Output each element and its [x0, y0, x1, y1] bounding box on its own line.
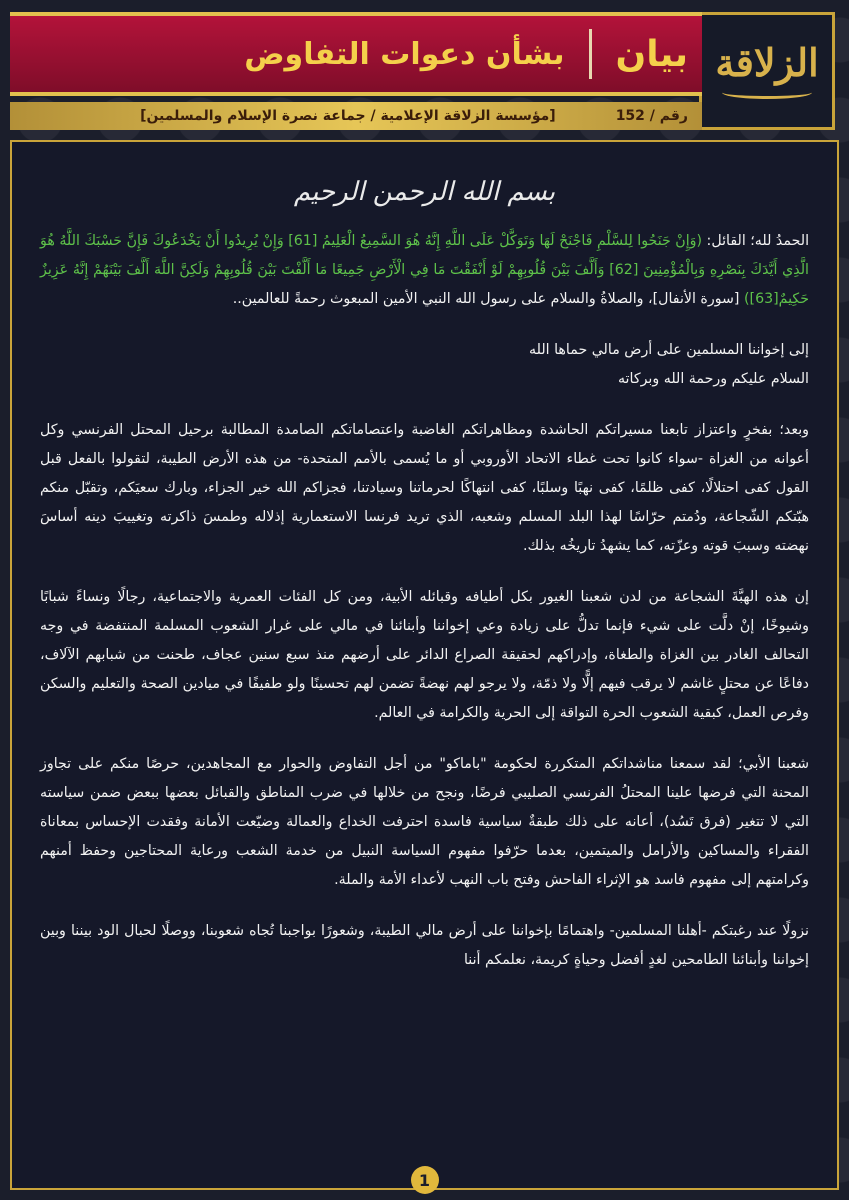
title-divider [589, 29, 592, 79]
logo-text: الزلاقة [715, 39, 819, 85]
page-subtitle: بشأن دعوات التفاوض [244, 36, 565, 72]
paragraph-2: إن هذه الهبَّةَ الشجاعة من لدن شعبنا الغيور بكل أطيافه وقبائله الأبية، ومن كل الفئات العمرية والاجتماعية، رجالًا ونساءً شبابًا وشيوخًا، إنْ دلَّت على شيء فإنما تدلُّ على زيادة وعي إخواننا وأبنائنا في مالي على غرار الشعوب المسلمة المنتفضة في وجه التحالف الغادر بين الغزاة والطغاة، وإدراكهم لحقيقة الصراع الدائر على أرضهم منذ سبع سنين عجاف، طحنت من شبابهم الآلاف، دفاعًا عن محتلٍ غاشم لا يرقب فيهم إلًّا ولا ذمّة، ولا يرجو لهم نهضةً تضمن لهم تحسينًا ولو طفيفًا في ميادين الصحة والتعليم والسكن وفرص العمل، كبقية الشعوب الحرة التواقة إلى الحرية والكرامة في العالم. [40, 589, 809, 721]
info-bar [10, 102, 702, 130]
greeting-block [40, 336, 809, 394]
bismillah: بسم الله الرحمن الرحيم [293, 177, 556, 207]
source-label: [مؤسسة الزلاقة الإعلامية / جماعة نصرة الإسلام والمسلمين] [140, 108, 556, 124]
logo-swoosh [722, 86, 812, 99]
greeting-line-2: السلام عليكم ورحمة الله وبركاته [617, 371, 809, 387]
intro-tail: [سورة الأنفال]، والصلاةُ والسلام على رسول الله النبي الأمين المبعوث رحمةً للعالمين.. [232, 291, 744, 307]
page-title: بيان [615, 33, 688, 75]
intro-lead: الحمدُ لله؛ القائل: [702, 233, 810, 249]
title-bar [10, 12, 702, 96]
statement-number: رقم / 152 [615, 108, 688, 124]
paragraph-3: شعبنا الأبي؛ لقد سمعنا مناشداتكم المتكررة لحكومة "باماكو" من أجل التفاوض والحوار مع المجاهدين، حرصًا منكم على تجاوز المحنة التي فرضها علينا المحتلُ الفرنسي الصليبي فرضًا، ونجح من خلالها في ضرب المناطق والقبائل بعضها ببعض ضمن سياسته التي لا تتغير (فرق تَسُد)، أعانه على ذلك طبقةٌ سياسية فاسدة احترفت الخداع والعمالة وضيّعت الأمانة وفقدت الإحساس بمعاناة الفقراء والمساكين والأرامل والميتمين، بعدما حرّفوا مفهوم السياسة النبيل من خدمة الشعب ورعاية المحتاجين وحفظ أمنهم وكرامتهم إلى مفهوم فاسد هو الإثراء الفاحش وفتح باب النهب لأعداء الأمة والملة. [40, 756, 809, 888]
paragraph-1: وبعد؛ بفخرٍ واعتزاز تابعنا مسيراتكم الحاشدة ومظاهراتكم الغاضبة واعتصاماتكم الصامدة المطالبة برحيل المحتل الفرنسي وكل أعوانه من الغزاة -سواء كانوا تحت غطاء الاتحاد الأوروبي أو ما يُسمى بالأمم المتحدة- من هذه الأرض الطيبة، لتقولوا بالفعل قبل القول كفى احتلالًا، كفى ظلمًا، كفى نهبًا وسلبًا، كفى انتهاكًا لحرماتنا وسيادتنا، فجزاكم الله خير الجزاء، وبارك سعيَكم، وتقبّل منكم هبّتكم الشّجاعة، ودُمتم حرّاسًا لهذا البلد المسلم وشعبه، الذي تريد فرنسا الاستعمارية إذلاله وطمسَ ذاكرته وتغييبَ دينه أساسَ نهضته وسببَ قوته وعزّته، كما يشهدُ تاريخُه بذلك. [40, 422, 809, 554]
quran-verse: (وَإِنْ جَنَحُوا لِلسَّلْمِ فَاجْنَحْ لَهَا وَتَوَكَّلْ عَلَى اللَّهِ إِنَّهُ هُوَ السَّمِيعُ الْعَلِيمُ [61] وَإِنْ يُرِيدُوا أَنْ يَخْدَعُوكَ فَإِنَّ حَسْبَكَ اللَّهُ هُوَ الَّذِي أَيَّدَكَ بِنَصْرِهِ وَبِالْمُؤْمِنِينَ [62] وَأَلَّفَ بَيْنَ قُلُوبِهِمْ لَوْ أَنْفَقْتَ مَا فِي الْأَرْضِ جَمِيعًا مَا أَلَّفْتَ بَيْنَ قُلُوبِهِمْ وَلَكِنَّ اللَّهَ أَلَّفَ بَيْنَهُمْ إِنَّهُ عَزِيزٌ حَكِيمٌ[63]) [40, 233, 809, 307]
logo [699, 12, 835, 130]
page-number: 1 [411, 1166, 439, 1194]
content-box [10, 140, 839, 1190]
intro-paragraph [40, 227, 809, 314]
greeting-line-1: إلى إخواننا المسلمين على أرض مالي حماها الله [529, 342, 809, 358]
paragraph-4: نزولًا عند رغبتكم -أهلنا المسلمين- واهتمامًا بإخواننا على أرض مالي الطيبة، وشعورًا بواجبنا تُجاه شعوبنا، ووصلًا لحبال الود بيننا وبين إخواننا وأبنائنا الطامحين لغدٍ أفضل وحياةٍ كريمة، نعلمكم أننا [40, 923, 809, 968]
